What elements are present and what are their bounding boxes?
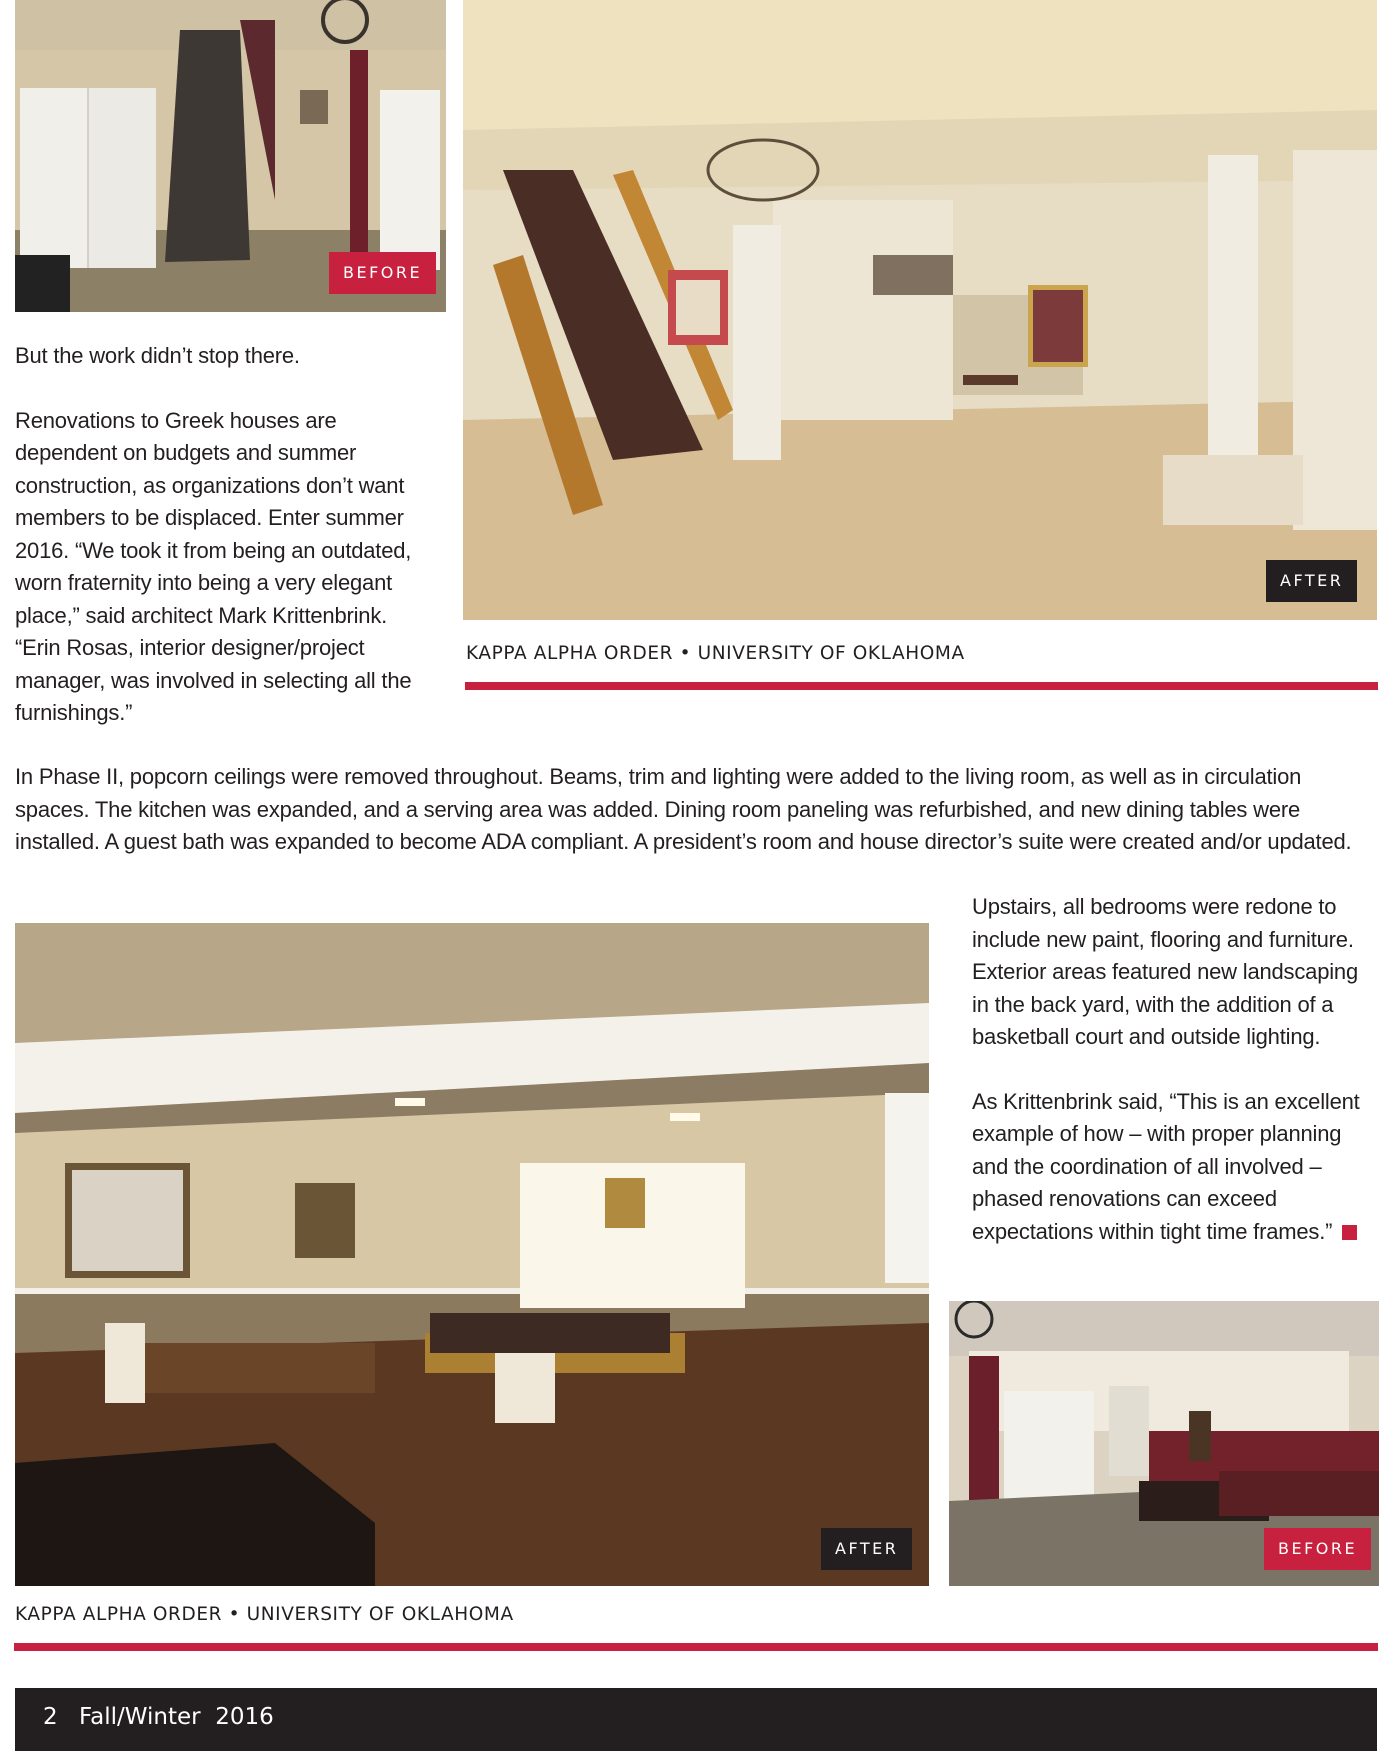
page-number: 2 [43,1704,58,1730]
article-column-left [15,340,430,730]
photo-caption: KAPPA ALPHA ORDER • UNIVERSITY OF OKLAHOMA [466,643,965,664]
article-column-right [972,891,1377,1248]
before-tag: BEFORE [329,252,436,294]
page-footer [15,1688,1377,1751]
end-of-article-mark [1342,1225,1357,1240]
before-tag: BEFORE [1264,1528,1371,1570]
body-paragraph: In Phase II, popcorn ceilings were removed throughout. Beams, trim and lighting were added to the living room, as well as in circulation spaces. The kitchen was expanded, and a serving area was added. Dining room paneling was refurbished, and new dining tables were installed. A guest bath was expanded to become ADA compliant. A president’s room and house director’s suite were created and/or updated. [15,764,1352,854]
closing-quote: As Krittenbrink said, “This is an excellent example of how – with proper planning and the coordination of all involved – phased renovations can exceed expectations within tight time frames.” [972,1088,1360,1244]
closing-paragraph [972,1086,1377,1249]
caption-rule [14,1643,1378,1651]
caption-rule [465,682,1378,690]
photo-caption: KAPPA ALPHA ORDER • UNIVERSITY OF OKLAHOMA [15,1604,514,1625]
after-foyer-photo [463,0,1377,620]
after-tag: AFTER [1266,560,1357,602]
body-paragraph: Renovations to Greek houses are dependent on budgets and summer construction, as organizations don’t want members to be displaced. Enter summer 2016. “We took it from being an outdated, worn fraternity into being a very elegant place,” said architect Mark Krittenbrink. “Erin Rosas, interior designer/project manager, was involved in selecting all the furnishings.” [15,407,412,725]
issue-label: Fall/Winter 2016 [79,1704,274,1730]
lead-paragraph: But the work didn’t stop there. [15,343,300,368]
after-tag: AFTER [821,1528,912,1570]
article-paragraph-wide [15,761,1360,859]
body-paragraph: Upstairs, all bedrooms were redone to include new paint, flooring and furniture. Exterior areas featured new landscaping in the back yard, with the addition of a basketball court and outside lighting. [972,894,1358,1049]
after-dining-room-photo [15,923,929,1586]
